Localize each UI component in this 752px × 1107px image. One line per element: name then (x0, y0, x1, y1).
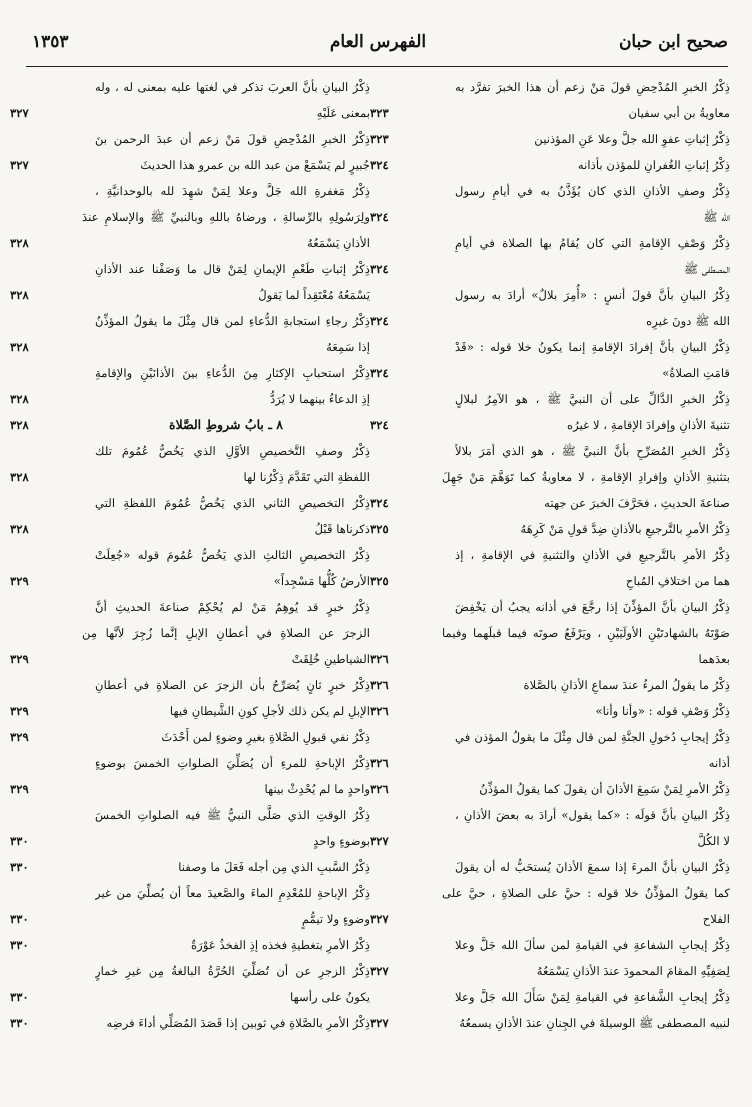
index-line (10, 620, 370, 646)
entry-text: ذِكْرُ التخصيصِ الثالثِ الذي يَخُصُّ عُمُومَ قوله «جُعِلَتْ (95, 548, 370, 562)
entry-text: اللفظةِ التي تَقَدَّمَ ذِكْرُنا لها (243, 470, 370, 484)
entry-page-number (370, 880, 428, 906)
entry-page-number: ٣٢٨ (10, 340, 29, 354)
entry-text: إذا سَمِعَهُ (326, 340, 370, 354)
entry-text: ذِكْرُ رجاءِ استجابةِ الدُّعاءِ لمن قال مِثْلَ ما يقولُ المؤذِّنُ (95, 314, 370, 328)
entry-page-number (10, 360, 68, 386)
entry-page-number: ٣٢٣ (370, 132, 389, 146)
index-line (370, 620, 730, 646)
index-line (10, 360, 370, 386)
index-line (10, 178, 370, 204)
index-line (10, 672, 370, 698)
entry-text: لا الكُلَّ (697, 834, 730, 848)
index-line (10, 776, 370, 802)
entry-page-number: ٣٢٩ (10, 704, 29, 718)
entry-page-number (10, 490, 68, 516)
entry-text: ذِكْرُ إثباتِ عفوِ الله جلَّ وعلا عَنِ المؤذنين (534, 132, 730, 146)
entry-text: ذِكْرُ خبرٍ قد يُوهِمُ مَنْ لم يُحْكِمْ صناعةَ الحديثِ أنَّ (95, 600, 370, 614)
index-line (370, 126, 730, 152)
entry-page-number: ٣٢٤ (370, 418, 389, 432)
entry-page-number (370, 594, 428, 620)
index-line (10, 256, 370, 282)
entry-text: ذِكْرُ وصفِ التَّخصيصِ الأوَّلِ الذي يَخُصُّ عُمُومَ تلك (95, 444, 370, 458)
entry-text: تثنيةَ الأذانِ وإفرادَ الإقامةِ ، لا غيرُه (567, 418, 730, 432)
index-line (370, 854, 730, 880)
entry-page-number: ٣٢٨ (10, 470, 29, 484)
entry-text: إذِ الدعاءُ بينهما لا يُرَدُّ (270, 392, 370, 406)
entry-text: ذِكْرُ ما يقولُ المرءُ عندَ سماعِ الأذانِ بالصَّلاة (523, 678, 730, 692)
index-line (370, 828, 730, 854)
entry-text: لِصَفِيِّهِ المقامَ المحمودَ عندَ الأذانِ يَسْمَعُهُ (536, 964, 730, 978)
section-title: الفهرس العام (329, 32, 427, 52)
entry-page-number: ٣٢٤ (370, 210, 389, 224)
entry-page-number (370, 620, 428, 646)
index-line (10, 880, 370, 906)
entry-page-number (10, 438, 68, 464)
index-line (10, 802, 370, 828)
entry-text: ذِكْرُ السَّببِ الذي مِن أجله فَعَلَ ما وصفنا (178, 860, 370, 874)
chapter-heading: ٨ ـ بابُ شروطِ الصَّلاة (169, 417, 283, 432)
entry-page-number: ٣٢٨ (10, 288, 29, 302)
entry-text: ذِكْرُ إيجابِ الشَّفاعةِ في القيامةِ لِمَنْ سَأَلَ الله جَلَّ وعلا (455, 990, 730, 1004)
entry-text: قامَتِ الصلاةُ» (662, 366, 730, 380)
index-line (370, 776, 730, 802)
index-line (370, 282, 730, 308)
entry-text: المصطفى ﷺ (683, 262, 730, 276)
entry-page-number: ٣٢٦ (370, 704, 389, 718)
index-line (10, 282, 370, 308)
entry-page-number: ٣٣٠ (10, 912, 29, 926)
entry-page-number (370, 334, 428, 360)
entry-text: الفلاح (702, 912, 730, 926)
entry-text: يكونُ على رأسها (290, 990, 370, 1004)
entry-page-number (10, 204, 68, 230)
entry-text: ذِكْرُ مَغفرةِ الله جَلَّ وعلا لِمَنْ شهِدَ لله بالوحدانيَّةِ ، (95, 184, 370, 198)
entry-text: ذِكْرُ الخبرِ المُصَرِّحِ بأنَّ النبيَّ ﷺ ، هو الذي أمَرَ بلالاً (455, 444, 730, 458)
entry-page-number (370, 386, 428, 412)
entry-page-number: ٣٢٤ (370, 158, 389, 172)
entry-page-number: ٣٢٧ (10, 106, 29, 120)
entry-page-number: ٣٣٠ (10, 860, 29, 874)
entry-page-number (370, 178, 428, 204)
entry-text: ذِكْرُ البيانِ بأنَّ المؤذِّنَ إذا رجَّعَ في أذانه يجبُ أن يَخْفِضَ (455, 600, 730, 614)
index-line (370, 646, 730, 672)
entry-page-number: ٣٢٧ (370, 964, 389, 978)
entry-page-number: ٣٣٠ (10, 834, 29, 848)
index-line (10, 646, 370, 672)
entry-page-number: ٣٢٤ (370, 366, 389, 380)
index-line (10, 126, 370, 152)
entry-text: أذانه (708, 756, 730, 770)
entry-text: ذكرناها قَبْلُ (314, 522, 370, 536)
entry-page-number (10, 126, 68, 152)
entry-text: ذِكْرُ البيانِ بأنَّ قولَه : «كما يقول» أرادَ به بعضَ الأذانِ ، (455, 808, 730, 822)
index-line (10, 724, 370, 750)
index-line (370, 490, 730, 516)
entry-text: الله ﷺ دونَ غيرِه (646, 314, 730, 328)
entry-text: ذِكْرُ البيانِ بأنَّ إفرادَ الإقامةِ إنما يكونُ خلا قوله : «قَدْ (455, 340, 730, 354)
index-line (370, 672, 730, 698)
index-line (370, 256, 730, 282)
entry-page-number (10, 750, 68, 776)
index-line (370, 334, 730, 360)
book-title: صحيح ابن حبان (618, 32, 728, 52)
entry-text: ذِكْرُ التخصيصِ الثاني الذي يَخُصُّ عُمُومَ اللفظةِ التي (95, 496, 370, 510)
index-line (370, 724, 730, 750)
entry-text: ذِكْرُ إيجابِ الشفاعةِ في القيامةِ لمن سألَ الله جَلَّ وعلا (455, 938, 730, 952)
index-line (370, 230, 730, 256)
entry-page-number: ٣٢٧ (370, 834, 389, 848)
entry-text: الزجرَ عن الصلاةِ في أعطانِ الإبلِ إنَّما زُجِرَ لأنَّها مِن (82, 626, 370, 640)
index-line (10, 698, 370, 724)
index-line (370, 360, 730, 386)
index-line (10, 828, 370, 854)
entry-text: ذِكْرُ البيانِ بأنَّ المرءَ إذا سمعَ الأذانَ يُستحَبُّ له أن يقولَ (455, 860, 730, 874)
index-line (10, 464, 370, 490)
entry-page-number (10, 308, 68, 334)
index-line (10, 906, 370, 932)
entry-text: يَسْمَعُهُ مُعْتَقِداً لما يَقولُ (258, 288, 370, 302)
entry-page-number (370, 230, 428, 256)
index-line (370, 958, 730, 984)
entry-page-number (370, 802, 428, 828)
entry-page-number: ٣٣٠ (10, 938, 29, 952)
entry-page-number: ٣٣٠ (10, 990, 29, 1004)
entry-page-number: ٣٢٨ (10, 236, 29, 250)
entry-text: الشياطينِ خُلِقَتْ (291, 652, 370, 666)
entry-text: ذِكْرُ البيانِ بأنَّ قولَ أنسٍ : «أُمِرَ بلالٌ» أرادَ به رسول (455, 288, 730, 302)
page-number: ١٣٥٣ (32, 32, 69, 52)
entry-text: ذِكْرُ إيجابِ دُخولِ الجنَّةِ لمن قال مِثْلَ ما يقولُ المؤذن في (455, 730, 730, 744)
entry-text: ذِكْرُ إثباتِ الغُفرانِ للمؤذن بأذانه (577, 158, 730, 172)
index-line (370, 386, 730, 412)
entry-text: بتثنيةِ الأذانِ وإفرادِ الإقامةِ ، لا معاويةُ كما تَوَهَّمَ مَنْ جَهِلَ (442, 470, 730, 484)
index-line (10, 542, 370, 568)
entry-page-number: ٣٢٧ (10, 158, 29, 172)
entry-text: ذِكْرُ البيانِ بأنَّ العربَ تذكر في لغتها عليه بمعنى له ، وله (95, 80, 370, 94)
entry-page-number: ٣٢٦ (370, 678, 389, 692)
index-line (370, 880, 730, 906)
entry-text: واحدٍ ما لم يُحْدِثْ بينها (264, 782, 370, 796)
index-line (10, 204, 370, 230)
entry-page-number: ٣٢٩ (10, 652, 29, 666)
index-line (10, 308, 370, 334)
index-line (10, 516, 370, 542)
entry-page-number: ٣٢٥ (370, 522, 389, 536)
entry-text: الأذانِ يَسْمَعُهُ (306, 236, 370, 250)
entry-text: ذِكْرُ وَصْفِ الإقامةِ التي كان يُقامُ بها الصلاة في أيامِ (455, 236, 730, 250)
entry-page-number: ٣٢٧ (370, 1016, 389, 1030)
entry-text: صَوْتَهُ بالشهادتَيْنِ الأولَيَيْنِ ، ويَرْفَعُ صوتَه فيما قبلَهما وفيما (442, 626, 730, 640)
index-line (370, 568, 730, 594)
entry-page-number (10, 958, 68, 984)
index-line (370, 100, 730, 126)
running-header (28, 32, 728, 62)
index-line (370, 698, 730, 724)
index-line (10, 152, 370, 178)
index-line (370, 542, 730, 568)
entry-page-number: ٣٢٦ (370, 652, 389, 666)
entry-page-number: ٣٢٥ (370, 574, 389, 588)
entry-text: ذِكْرُ استحبابِ الإكثارِ مِنَ الدُّعاءِ بينَ الأذانَيْنِ والإقامةِ (95, 366, 370, 380)
entry-text: وضوءٍ ولا تيمُّمٍ (301, 912, 370, 926)
entry-text: معاويةُ بن أبي سفيان (628, 106, 730, 120)
entry-page-number: ٣٢٧ (370, 912, 389, 926)
index-line (10, 386, 370, 412)
entry-page-number: ٣٢٨ (10, 418, 29, 432)
entry-page-number (10, 620, 68, 646)
index-line (370, 204, 730, 230)
entry-text: ذِكْرُ الأمرِ بالتَّرجيعِ في الأذانِ والتثنيةِ في الإقامةِ ، إذ (455, 548, 730, 562)
index-line (10, 984, 370, 1010)
entry-page-number: ٣٢٩ (10, 730, 29, 744)
entry-text: ذِكْرُ الأمرِ بالصَّلاةِ في ثوبين إذا قَصَدَ المُصَلِّي أداءَ فرضِه (106, 1016, 370, 1030)
index-line (370, 594, 730, 620)
index-line (370, 932, 730, 958)
entry-page-number (10, 74, 68, 100)
entry-page-number: ٣٢٣ (370, 106, 389, 120)
entry-page-number (370, 282, 428, 308)
entry-text: الأرضُ كُلُّها مَسْجِداً» (273, 574, 370, 588)
entry-text: الإبلِ لم يكن ذلك لأجلِ كونِ الشَّيطانِ فيها (169, 704, 370, 718)
entry-text: ذِكْرُ خبرٍ ثانٍ يُصَرِّحُ بأن الزجرَ عن الصلاةِ في أعطانِ (95, 678, 370, 692)
entry-text: ذِكْرُ الوقتِ الذي صَلَّى النبيُّ ﷺ فيه الصلواتِ الخمسَ (95, 808, 370, 822)
entry-page-number: ٣٢٩ (10, 782, 29, 796)
index-line (10, 100, 370, 126)
entry-page-number: ٣٢٤ (370, 262, 389, 276)
entry-page-number (370, 854, 428, 880)
entry-text: ذِكْرُ الإباحةِ للمرءِ أن يُصَلِّيَ الصلواتِ الخمسَ بوضوءٍ (95, 756, 370, 770)
index-line (10, 230, 370, 256)
index-line (10, 334, 370, 360)
index-line (10, 74, 370, 100)
entry-text: ذِكْرُ وصفِ الأذانِ الذي كان يُؤَذَّنُ به في أيامِ رسول (455, 184, 730, 198)
index-line (370, 74, 730, 100)
entry-text: لنبيه المصطفى ﷺ الوسيلةَ في الجِنانِ عندَ الأذانِ يسمعُهُ (459, 1016, 730, 1030)
entry-page-number (10, 594, 68, 620)
entry-page-number (10, 672, 68, 698)
entry-text: ذِكْرُ الأمرِ بتغطيةِ فخذه إذِ الفخذُ عَوْرَةٌ (191, 938, 370, 952)
index-line (10, 1010, 370, 1036)
index-line (370, 750, 730, 776)
index-line (370, 464, 730, 490)
entry-text: ذِكْرُ نفي قبولِ الصَّلاةِ بغيرِ وضوءٍ لمن أَحْدَثَ (161, 730, 370, 744)
entry-text: ذِكْرُ الإباحةِ للمُعْدِمِ الماءَ والصَّعيدَ معاً أن يُصلِّيَ من غير (95, 886, 370, 900)
entry-page-number (10, 256, 68, 282)
entry-page-number: ٣٢٨ (10, 392, 29, 406)
index-line (370, 802, 730, 828)
entry-text: بوضوءٍ واحدٍ (313, 834, 370, 848)
entry-text: هما من اختلافِ المُباحِ (625, 574, 730, 588)
entry-page-number (10, 880, 68, 906)
index-line (10, 932, 370, 958)
index-line (10, 854, 370, 880)
entry-page-number (10, 178, 68, 204)
index-line (370, 906, 730, 932)
entry-page-number: ٣٢٦ (370, 756, 389, 770)
entry-page-number (370, 932, 428, 958)
index-line (370, 1010, 730, 1036)
index-line (370, 438, 730, 464)
index-line (10, 958, 370, 984)
entry-page-number (10, 802, 68, 828)
entry-text: ولِرَسُولِهِ بالرِّسالةِ ، ورضاهُ باللهِ وبالنبيِّ ﷺ والإسلامِ عندَ (82, 210, 370, 224)
entry-page-number (370, 542, 428, 568)
entry-text: ذِكْرُ الخبرِ المُدْحِضِ قولَ مَنْ زعم أن عبدَ الرحمن بنَ (95, 132, 370, 146)
index-line (370, 412, 730, 438)
index-line (10, 594, 370, 620)
entry-text: ذِكْرُ إثباتِ طَعْمِ الإيمانِ لِمَنْ قال ما وَصَفْنا عند الأذانِ (95, 262, 370, 276)
index-line (370, 178, 730, 204)
index-line (370, 516, 730, 542)
entry-text: ذِكْرُ الخبرِ المُدْحِضِ قولَ مَنْ زعم أن هذا الخبرَ تفرَّد به (455, 80, 730, 94)
entry-page-number: ٣٢٨ (10, 522, 29, 536)
entry-text: ذِكْرُ الأمرِ بالتَّرجيعِ بالأذانِ ضِدَّ قولِ مَنْ كَرِهَهُ (520, 522, 730, 536)
entry-page-number: ٣٣٠ (10, 1016, 29, 1030)
entry-text: ذِكْرُ الخبرِ الدَّالِّ على أن النبيَّ ﷺ ، هو الآمِرُ لبلالٍ (455, 392, 730, 406)
entry-text: كما يقولُ المؤذِّنُ خلا قوله : حيَّ على الصلاةِ ، حيَّ على (442, 886, 730, 900)
index-line (370, 984, 730, 1010)
entry-text: بمعنى عَلَيْهِ (316, 106, 370, 120)
index-line (10, 438, 370, 464)
entry-page-number (370, 74, 428, 100)
index-line (10, 490, 370, 516)
entry-page-number (370, 438, 428, 464)
entry-page-number: ٣٢٤ (370, 314, 389, 328)
entry-text: بعدَهما (698, 652, 730, 666)
entry-page-number (10, 542, 68, 568)
index-line (10, 412, 370, 438)
header-rule (26, 66, 728, 67)
entry-page-number (370, 724, 428, 750)
index-line (10, 568, 370, 594)
entry-page-number: ٣٢٦ (370, 782, 389, 796)
entry-text: جُبيرٍ لم يَسْمَعْ من عبد الله بن عمرو هذا الحديثَ (140, 158, 370, 172)
entry-page-number: ٣٢٤ (370, 496, 389, 510)
entry-text: الله ﷺ (703, 210, 730, 224)
index-line (370, 152, 730, 178)
entry-page-number (370, 464, 428, 490)
entry-text: ذِكْرُ وَصْفِ قوله : «وأنا وأنا» (595, 704, 730, 718)
entry-page-number: ٣٢٩ (10, 574, 29, 588)
entry-text: ذِكْرُ الأمرِ لِمَنْ سَمِعَ الأذانَ أن يقولَ كما يقولُ المؤذِّنُ (479, 782, 730, 796)
index-line (10, 750, 370, 776)
index-line (370, 308, 730, 334)
entry-text: صناعةَ الحديثِ ، فحَرَّفَ الخبرَ عن جهته (544, 496, 730, 510)
entry-page-number (370, 984, 428, 1010)
entry-text: ذِكْرُ الزجرِ عن أن تُصَلِّيَ الحُرَّةُ البالغةُ مِن غيرِ خمارٍ (95, 964, 370, 978)
